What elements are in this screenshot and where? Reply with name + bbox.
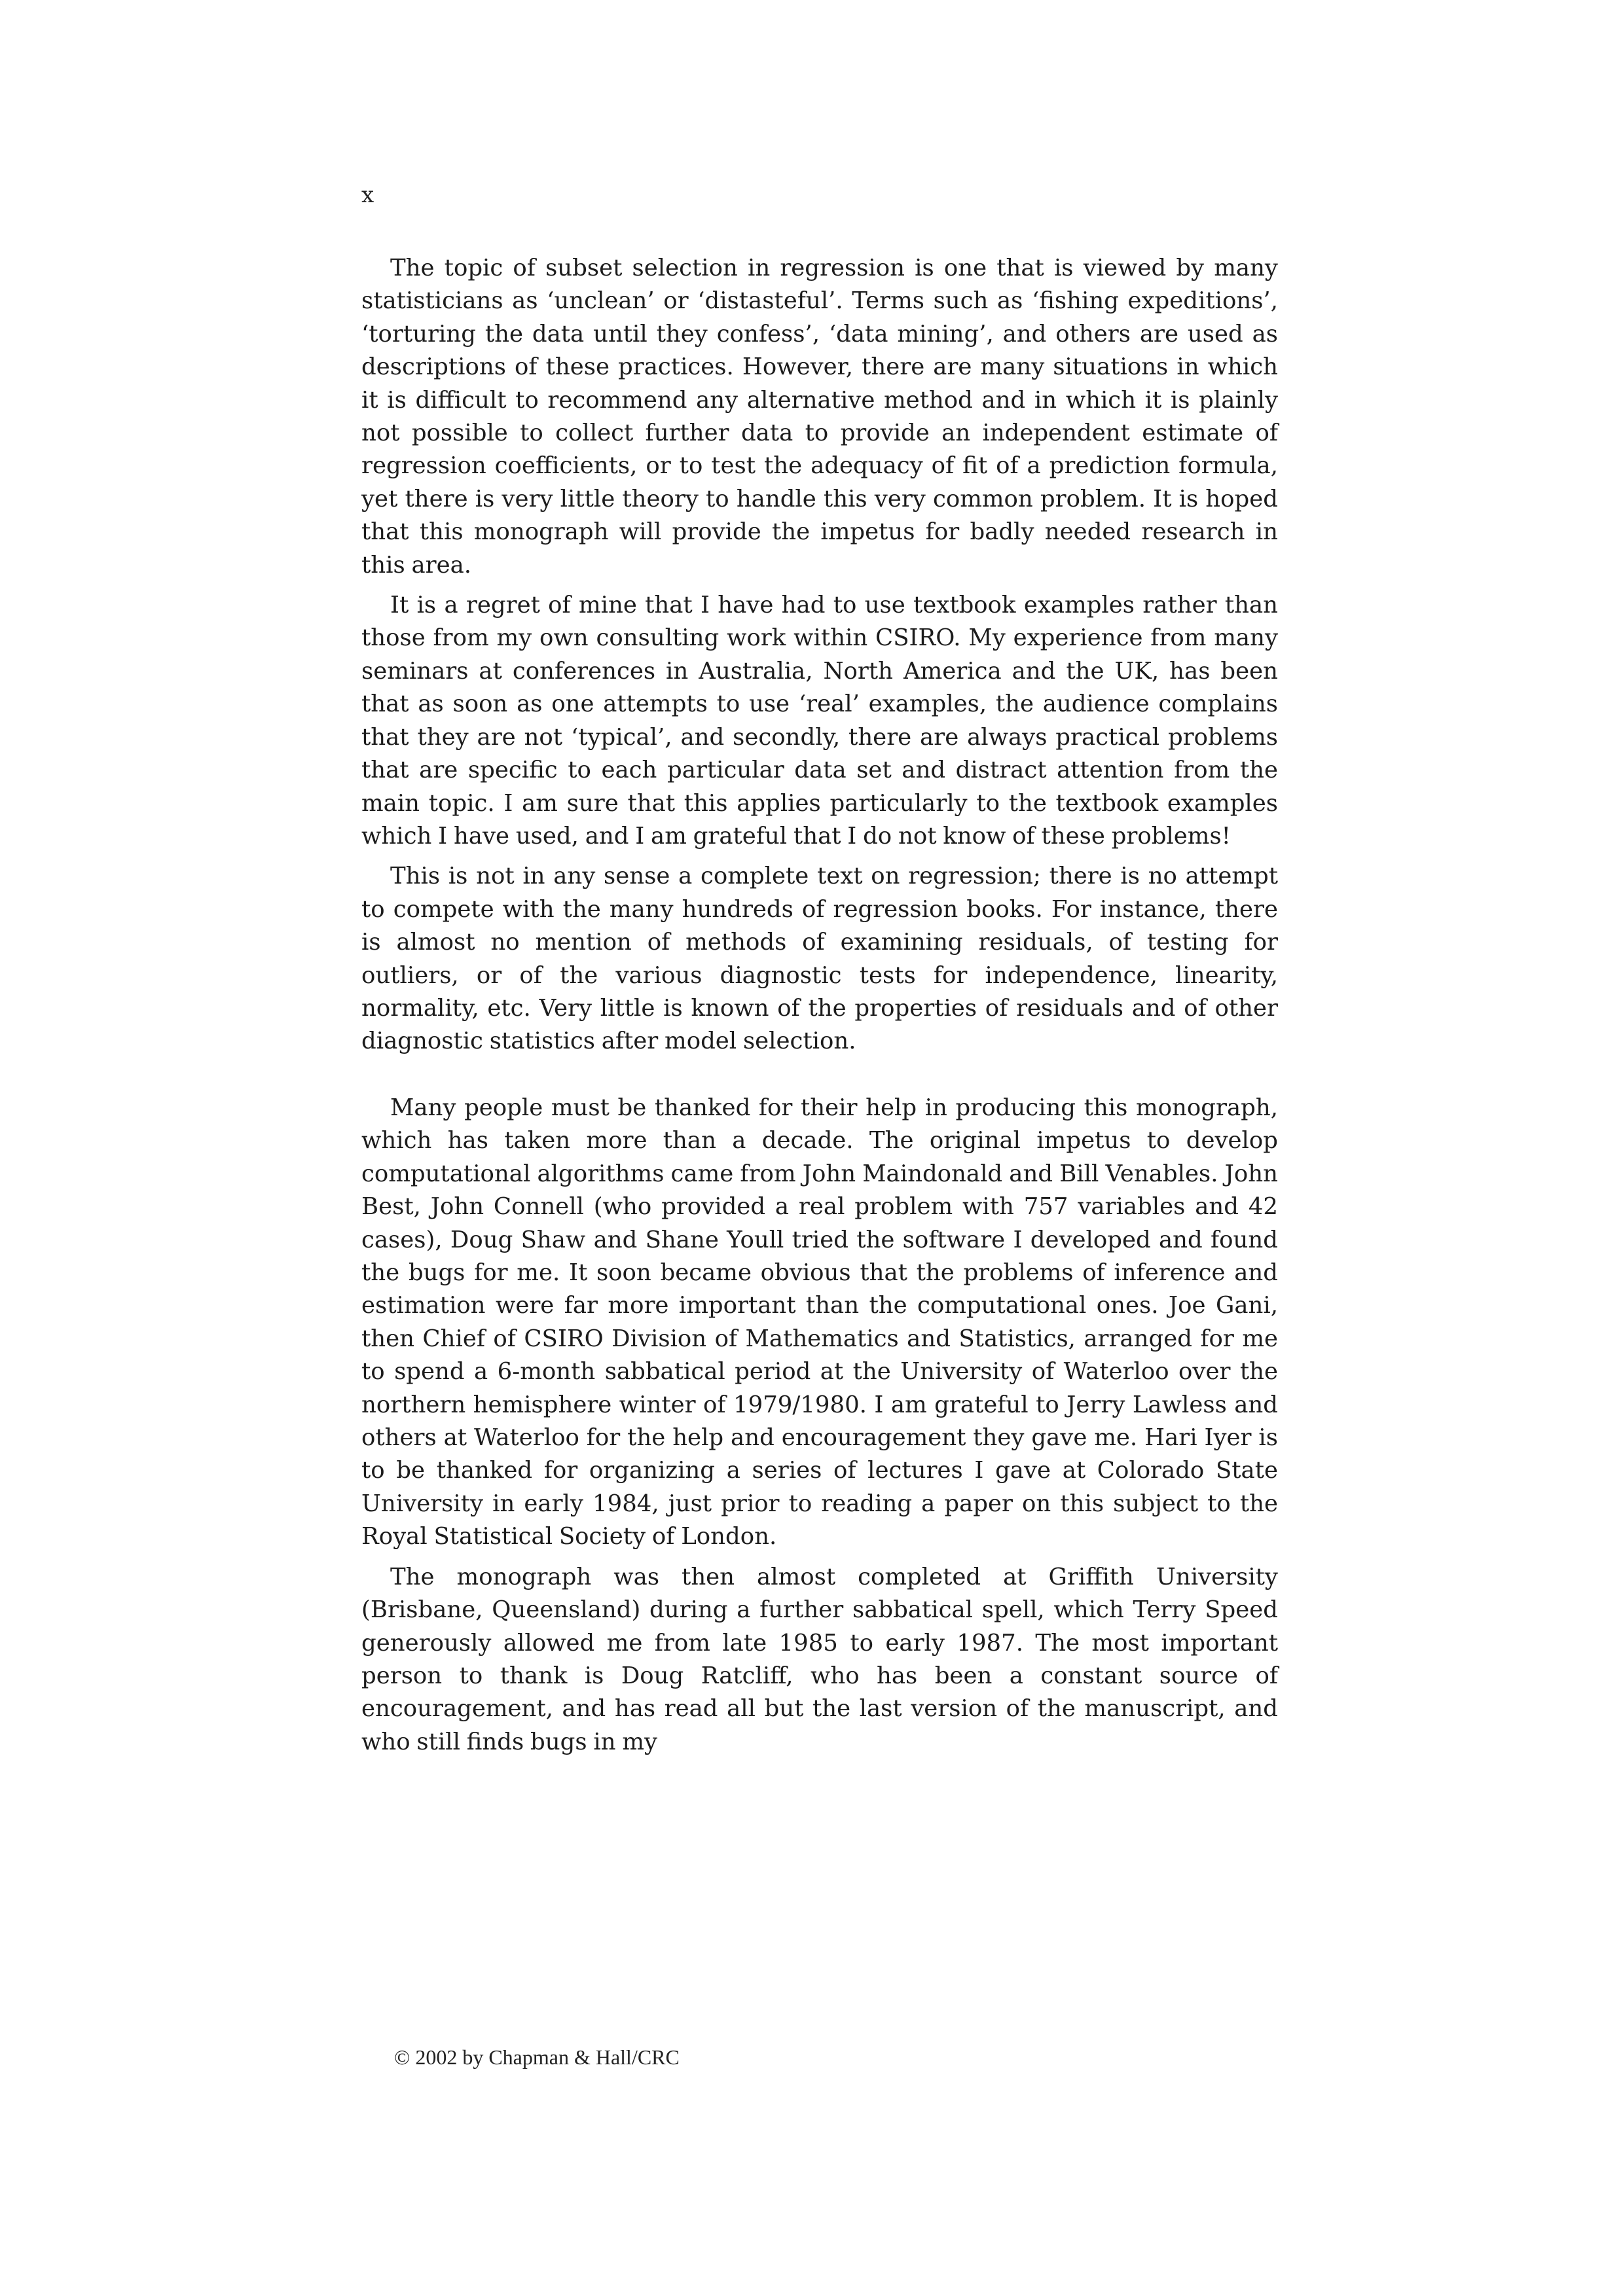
preface-section-2	[361, 1092, 1278, 1759]
paragraph: This is not in any sense a complete text on regression; there is no attempt to compete with the many hundreds of regression books. For instance, there is almost no mention of methods of examining residuals, of testing for outliers, or of the various diagnostic tests for independence, linearity, normality, etc. Very little is known of the properties of residuals and of other diagnostic statistics after model selection.	[361, 863, 1278, 1055]
paragraph: The monograph was then almost completed at Griffith University (Brisbane, Queensland) during a further sabbatical spell, which Terry Speed generously allowed me from late 1985 to early 1987. The most important person to thank is Doug Ratcliff, who has been a constant source of encouragement, and has read all but the last version of the manuscript, and who still finds bugs in my	[361, 1563, 1278, 1755]
paragraph: Many people must be thanked for their help in producing this monograph, which has taken more than a decade. The original impetus to develop computational algorithms came from John Maindonald and Bill Venables. John Best, John Connell (who provided a real problem with 757 variables and 42 cases), Doug Shaw and Shane Youll tried the software I developed and found the bugs for me. It soon became obvious that the problems of inference and estimation were far more important than the computational ones. Joe Gani, then Chief of CSIRO Division of Mathematics and Statistics, arranged for me to spend a 6-month sabbatical period at the University of Waterloo over the northern hemisphere winter of 1979/1980. I am grateful to Jerry Lawless and others at Waterloo for the help and encouragement they gave me. Hari Iyer is to be thanked for organizing a series of lectures I gave at Colorado State University in early 1984, just prior to reading a paper on this subject to the Royal Statistical Society of London.	[361, 1094, 1278, 1551]
paragraph: The topic of subset selection in regression is one that is viewed by many statisticians as ‘unclean’ or ‘distasteful’. Terms such as ‘fishing expeditions’, ‘torturing the data until they confess’, ‘data mining’, and others are used as descriptions of these practices. However, there are many situations in which it is difficult to recommend any alternative method and in which it is plainly not possible to collect further data to provide an independent estimate of regression coefficients, or to test the adequacy of fit of a prediction formula, yet there is very little theory to handle this very common problem. It is hoped that this monograph will provide the impetus for badly needed research in this area.	[361, 255, 1278, 579]
paragraph: It is a regret of mine that I have had to use textbook examples rather than those from my own consulting work within CSIRO. My experience from many seminars at conferences in Australia, North America and the UK, has been that as soon as one attempts to use ‘real’ examples, the audience complains that they are not ‘typical’, and secondly, there are always practical problems that are specific to each particular data set and distract attention from the main topic. I am sure that this applies particularly to the textbook examples which I have used, and I am grateful that I do not know of these problems!	[361, 592, 1278, 850]
preface-section-1	[361, 252, 1278, 1058]
copyright-footer: © 2002 by Chapman & Hall/CRC	[394, 2045, 680, 2069]
page-number: x	[361, 182, 374, 208]
